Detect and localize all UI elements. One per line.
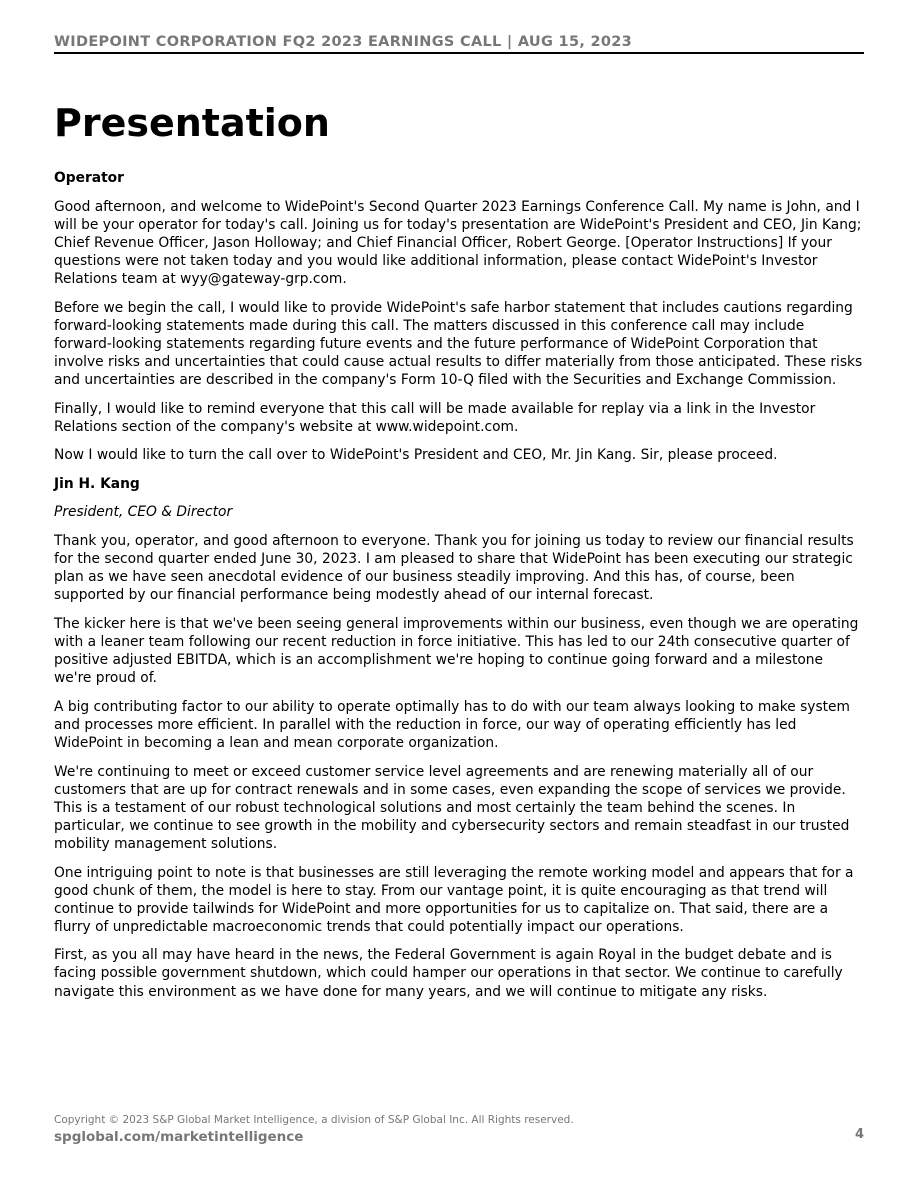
speaker-paragraph-3: A big contributing factor to our ability to operate optimally has to do with our team always looking to make system and processes more efficient. In parallel with the reduction in force, our way of operating efficiently has led WidePoint in becoming a lean and mean corporate organization. [54, 698, 850, 751]
operator-paragraph-2: Before we begin the call, I would like to provide WidePoint's safe harbor statement that includes cautions regarding forward-looking statements made during this call. The matters discussed in this conference call may include forward-looking statements regarding future events and the future performance of WidePoint Corporation that involve risks and uncertainties that could cause actual results to differ materially from those anticipated. These risks and uncertainties are described in the company's Form 10-Q filed with the Securities and Exchange Commission. [54, 299, 863, 388]
page-number: 4 [854, 1127, 864, 1142]
speaker-paragraph-4: We're continuing to meet or exceed customer service level agreements and are renewing materially all of our customers that are up for contract renewals and in some cases, even expanding the scope of services we provide. This is a testament of our robust technological solutions and most certainly the team behind the scenes. In particular, we continue to see growth in the mobility and cybersecurity sectors and remain steadfast in our trusted mobility management solutions. [54, 763, 850, 852]
speaker-name: Jin H. Kang [54, 475, 140, 492]
transcript-body [54, 169, 864, 1011]
footer-copyright: Copyright © 2023 S&P Global Market Intelligence, a division of S&P Global Inc. All Rights reserved. [54, 1114, 574, 1126]
operator-paragraph-4: Now I would like to turn the call over to WidePoint's President and CEO, Mr. Jin Kang. Sir, please proceed. [54, 447, 778, 464]
operator-name: Operator [54, 170, 124, 186]
section-title: Presentation [54, 101, 330, 145]
speaker-paragraph-6: First, as you all may have heard in the news, the Federal Government is again Royal in the budget debate and is facing possible government shutdown, which could hamper our operations in that sector. We continue to carefully navigate this environment as we have done for many years, and we will continue to mitigate any risks. [54, 947, 843, 1000]
speaker-paragraph-2: The kicker here is that we've been seeing general improvements within our business, even though we are operating with a leaner team following our recent reduction in force initiative. This has led to our 24th consecutive quarter of positive adjusted EBITDA, which is an accomplishment we're hoping to continue going forward and a milestone we're proud of. [54, 615, 859, 687]
speaker-paragraph-1: Thank you, operator, and good afternoon to everyone. Thank you for joining us today to review our financial results for the second quarter ended June 30, 2023. I am pleased to share that WidePoint has been executing our strategic plan as we have seen anecdotal evidence of our business steadily improving. And this has, of course, been supported by our financial performance being modestly ahead of our internal forecast. [54, 533, 854, 604]
operator-paragraph-3: Finally, I would like to remind everyone that this call will be made available for replay via a link in the Investor Relations section of the company's website at www.widepoint.com. [54, 400, 816, 435]
speaker-role: President, CEO & Director [54, 504, 233, 521]
footer-link[interactable]: spglobal.com/marketintelligence [54, 1129, 304, 1145]
operator-paragraph-1: Good afternoon, and welcome to WidePoint's Second Quarter 2023 Earnings Conference Call. My name is John, and I will be your operator for today's call. Joining us for today's presentation are WidePoint's President and CEO, Jin Kang; Chief Revenue Officer, Jason Holloway; and Chief Financial Officer, Robert George. [Operator Instructions] If your questions were not taken today and you would like additional information, please contact WidePoint's Investor Relations team at wyy@gateway-grp.com. [54, 198, 862, 287]
page-header: WIDEPOINT CORPORATION FQ2 2023 EARNINGS CALL | AUG 15, 2023 [54, 34, 864, 54]
speaker-paragraph-5: One intriguing point to note is that businesses are still leveraging the remote working model and appears that for a good chunk of them, the model is here to stay. From our vantage point, it is quite encouraging as that trend will continue to provide tailwinds for WidePoint and more opportunities for us to capitalize on. That said, there are a flurry of unpredictable macroeconomic trends that could potentially impact our operations. [54, 864, 854, 935]
